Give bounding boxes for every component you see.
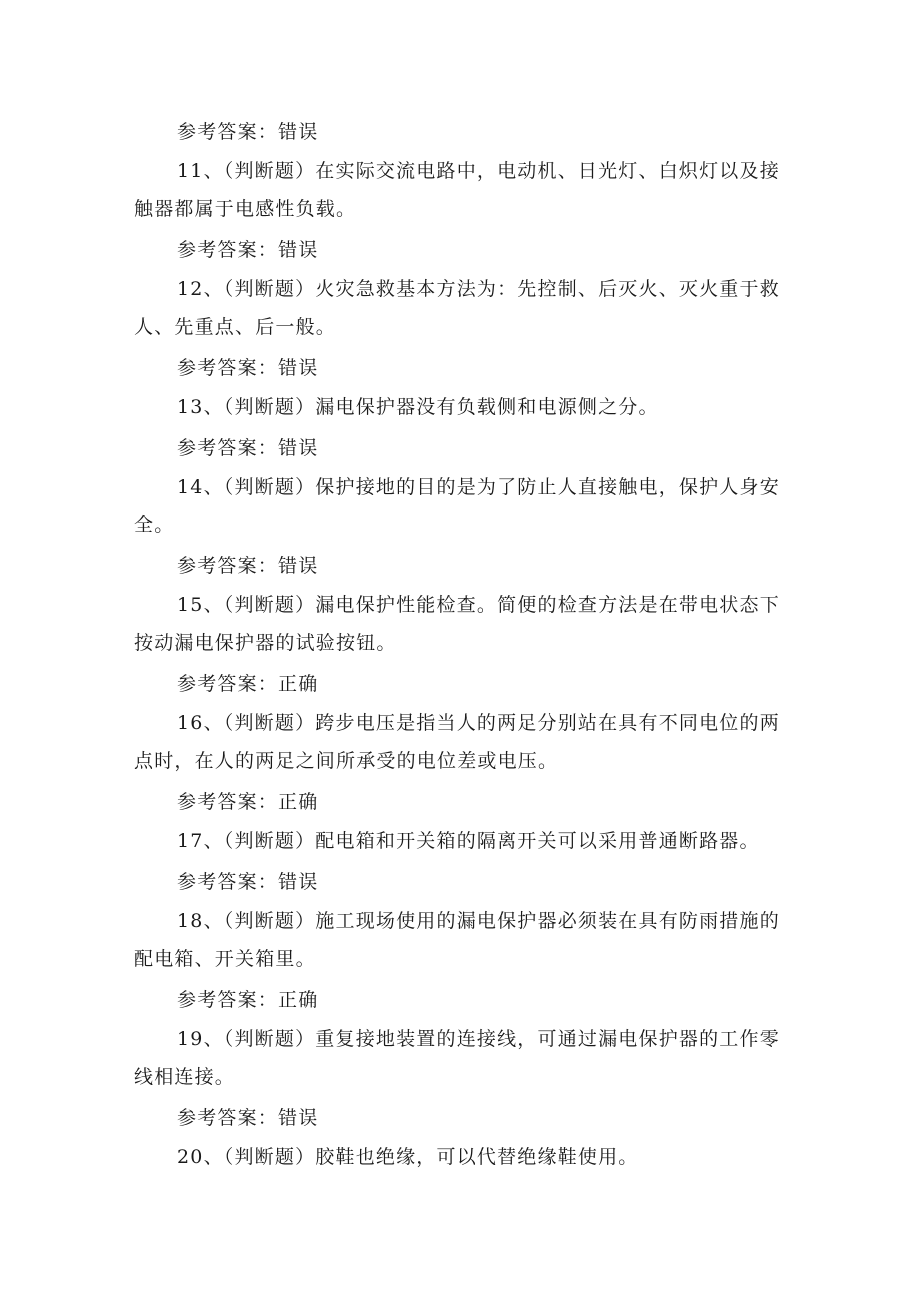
question-text: 在实际交流电路中，电动机、日光灯、白炽灯以及接 [315, 160, 780, 182]
question-line [134, 586, 790, 624]
question-item [134, 1020, 790, 1137]
question-line [134, 902, 790, 940]
answer-label: 参考答案： [177, 555, 279, 577]
answer-line [134, 113, 790, 151]
question-item [134, 152, 790, 269]
answer-value: 错误 [278, 1107, 319, 1129]
question-type: （判断题） [223, 1146, 316, 1168]
question-type: （判断题） [223, 160, 316, 182]
question-type: （判断题） [223, 278, 316, 300]
answer-label: 参考答案： [177, 871, 279, 893]
answer-line [134, 863, 790, 901]
question-line [134, 270, 790, 308]
question-number: 15、 [177, 594, 224, 616]
answer-value: 错误 [278, 437, 319, 459]
question-item [134, 270, 790, 387]
question-number: 19、 [177, 1028, 224, 1050]
answer-line [134, 981, 790, 1019]
question-number: 17、 [177, 830, 224, 852]
question-text: 火灾急救基本方法为：先控制、后灭火、灭火重于救 [315, 278, 780, 300]
answer-line [134, 349, 790, 387]
answer-value: 正确 [278, 791, 319, 813]
question-text: 漏电保护性能检查。简便的检查方法是在带电状态下 [315, 594, 780, 616]
answer-value: 错误 [278, 357, 319, 379]
answer-value: 错误 [278, 871, 319, 893]
question-line [134, 152, 790, 190]
question-text: 配电箱和开关箱的隔离开关可以采用普通断路器。 [315, 830, 760, 852]
question-line [134, 468, 790, 506]
question-text: 漏电保护器没有负载侧和电源侧之分。 [315, 396, 659, 418]
question-text: 胶鞋也绝缘，可以代替绝缘鞋使用。 [315, 1146, 639, 1168]
answer-line [134, 665, 790, 703]
question-text-continued: 线相连接。 [134, 1066, 236, 1088]
question-text: 重复接地装置的连接线，可通过漏电保护器的工作零 [315, 1028, 780, 1050]
question-line [134, 1138, 790, 1176]
question-number: 14、 [177, 476, 224, 498]
question-line [134, 388, 790, 426]
question-item [134, 586, 790, 703]
question-number: 11、 [177, 160, 224, 182]
question-type: （判断题） [223, 712, 316, 734]
question-line [134, 1020, 790, 1058]
question-text: 跨步电压是指当人的两足分别站在具有不同电位的两 [315, 712, 780, 734]
question-item [134, 388, 790, 467]
answer-value: 错误 [278, 239, 319, 261]
question-item [134, 468, 790, 585]
answer-value: 正确 [278, 673, 319, 695]
answer-value: 错误 [278, 555, 319, 577]
question-text: 施工现场使用的漏电保护器必须装在具有防雨措施的 [315, 910, 780, 932]
answer-label: 参考答案： [177, 357, 279, 379]
answer-value: 正确 [278, 989, 319, 1011]
answer-label: 参考答案： [177, 239, 279, 261]
question-item [134, 704, 790, 821]
question-number: 16、 [177, 712, 224, 734]
question-type: （判断题） [223, 396, 316, 418]
answer-line [134, 231, 790, 269]
question-line [134, 704, 790, 742]
answer-label: 参考答案： [177, 989, 279, 1011]
question-type: （判断题） [223, 476, 316, 498]
question-list [134, 110, 790, 1176]
answer-line [134, 429, 790, 467]
answer-line [134, 547, 790, 585]
question-text-continued: 人、先重点、后一般。 [134, 316, 337, 338]
question-number: 13、 [177, 396, 224, 418]
question-item [134, 902, 790, 1019]
answer-label: 参考答案： [177, 673, 279, 695]
answer-line [134, 783, 790, 821]
question-type: （判断题） [223, 910, 316, 932]
question-text-continued: 配电箱、开关箱里。 [134, 948, 316, 970]
question-type: （判断题） [223, 830, 316, 852]
answer-label: 参考答案： [177, 121, 279, 143]
question-text: 保护接地的目的是为了防止人直接触电，保护人身安 [315, 476, 780, 498]
question-number: 18、 [177, 910, 224, 932]
question-type: （判断题） [223, 594, 316, 616]
question-text-continued: 全。 [134, 514, 175, 536]
answer-value: 错误 [278, 121, 319, 143]
question-line [134, 822, 790, 860]
question-number: 20、 [177, 1146, 224, 1168]
question-text-continued: 点时，在人的两足之间所承受的电位差或电压。 [134, 750, 559, 772]
answer-label: 参考答案： [177, 1107, 279, 1129]
question-text-continued: 按动漏电保护器的试验按钮。 [134, 632, 397, 654]
answer-line [134, 1099, 790, 1137]
question-type: （判断题） [223, 1028, 316, 1050]
question-item [134, 822, 790, 901]
question-number: 12、 [177, 278, 224, 300]
answer-label: 参考答案： [177, 791, 279, 813]
question-item [134, 1138, 790, 1176]
question-text-continued: 触器都属于电感性负载。 [134, 198, 357, 220]
answer-label: 参考答案： [177, 437, 279, 459]
